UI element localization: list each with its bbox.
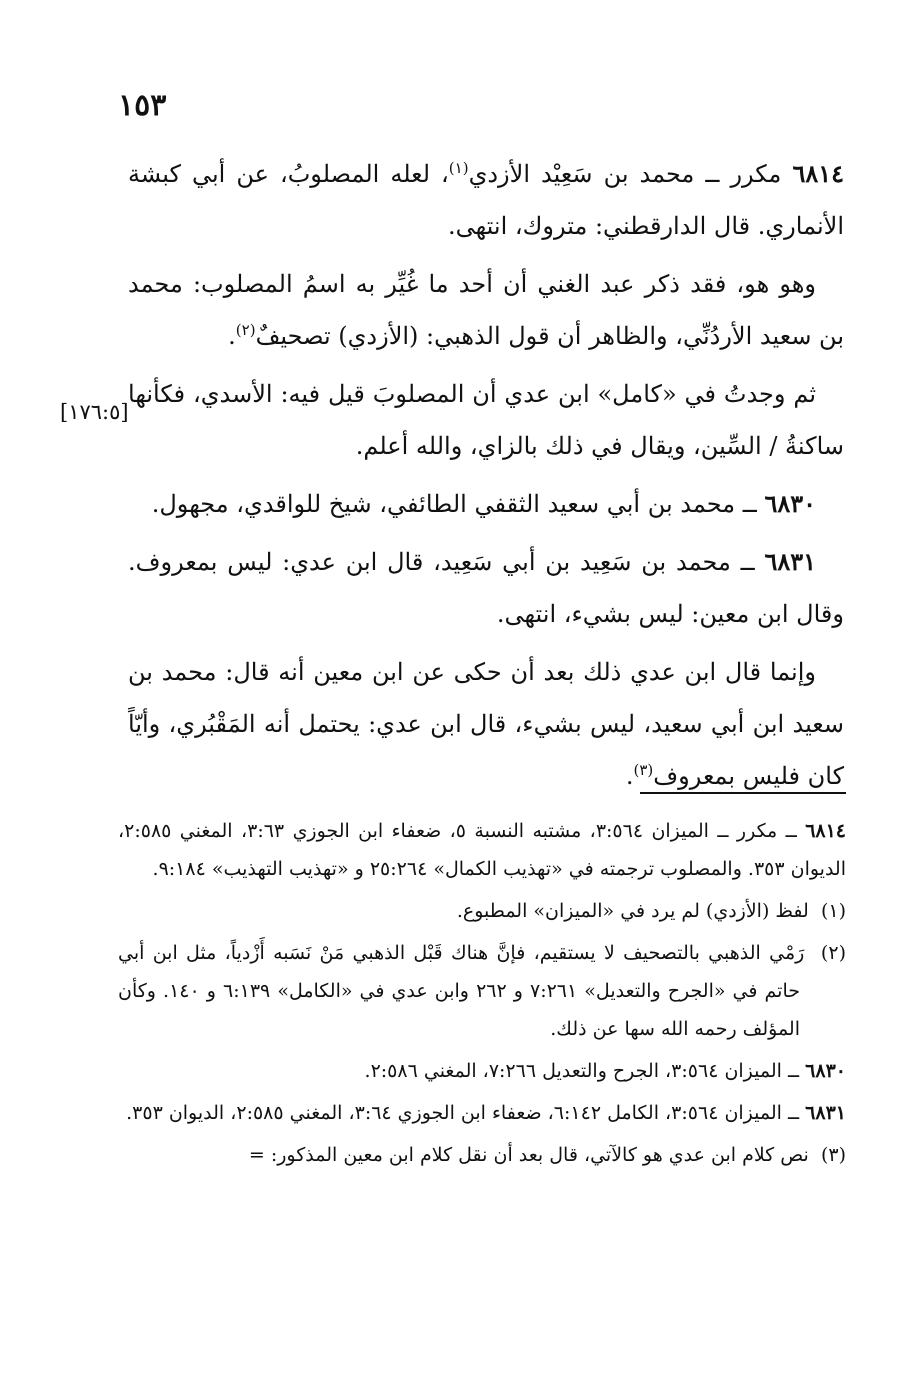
footnote-6830 <box>118 1052 846 1090</box>
footnote-1 <box>118 892 846 930</box>
entry-number: ٦٨١٤ <box>792 159 844 188</box>
footnote-marker: (٣) <box>633 761 654 779</box>
entry-number: ٦٨٣٠ <box>764 489 816 518</box>
entry-6830 <box>128 478 844 530</box>
entry-text: ــ محمد بن أبي سعيد الثقفي الطائفي، شيخ للواقدي، مجهول. <box>151 490 765 518</box>
entry-text-cont: ، لعله المصلوبُ، عن أبي كبشة الأنماري. قال الدارقطني: متروك، انتهى. <box>128 160 844 240</box>
footnote-text: ــ الميزان ٣:٥٦٤، الكامل ٦:١٤٢، ضعفاء ابن الجوزي ٣:٦٤، المغني ٢:٥٨٥، الديوان ٣٥٣. <box>126 1102 806 1124</box>
footnote-text: ــ الميزان ٣:٥٦٤، الجرح والتعديل ٧:٢٦٦، المغني ٢:٥٨٦. <box>364 1060 806 1082</box>
main-text <box>128 148 844 808</box>
paragraph-commentary-1 <box>128 258 844 362</box>
footnote-6814 <box>118 812 846 888</box>
paragraph-text-end: . <box>625 762 634 790</box>
entry-text: مكرر ــ محمد بن سَعِيْد الأزدي <box>468 160 793 188</box>
footnote-6831 <box>118 1094 846 1132</box>
footnote-number: (١) <box>820 900 846 922</box>
entry-text: ــ محمد بن سَعِيد بن أبي سَعِيد، قال ابن عدي: ليس بمعروف. وقال ابن معين: ليس بشيء، انتهى. <box>128 548 844 628</box>
paragraph-commentary-3 <box>128 646 844 802</box>
footnote-text: رَمْي الذهبي بالتصحيف لا يستقيم، فإنَّ هناك قَبْل الذهبي مَنْ نَسَبه أَزْدياً، مثل ابن أبي حاتم في «الجرح والتعديل» ٧:٢٦١ و ٢٦٢ وابن عدي في «الكامل» ٦:١٣٩ و ١٤٠. وكأن المؤلف رحمه الله سها عن ذلك. <box>118 942 805 1040</box>
footnote-2 <box>118 934 846 1048</box>
paragraph-text-end: . <box>228 322 236 350</box>
footnotes <box>118 812 846 1178</box>
footnote-text: نص كلام ابن عدي هو كالآتي، قال بعد أن نقل كلام ابن معين المذكور: = <box>248 1144 809 1166</box>
footnote-text: لفظ (الأزدي) لم يرد في «الميزان» المطبوع. <box>456 900 809 922</box>
footnote-entry-number: ٦٨٣١ <box>805 1102 846 1124</box>
footnote-entry-number: ٦٨٣٠ <box>805 1060 846 1082</box>
margin-reference: [١٧٦:٥] <box>60 400 129 424</box>
page-number: ١٥٣ <box>118 88 167 123</box>
entry-6814 <box>128 148 844 252</box>
footnote-entry-number: ٦٨١٤ <box>805 820 847 842</box>
paragraph-text: وهو هو، فقد ذكر عبد الغني أن أحد ما غُيِّر به اسمُ المصلوب: محمد بن سعيد الأردُنِّي، والظاهر أن قول الذهبي: (الأزدي) تصحيفٌ <box>128 270 844 350</box>
footnote-3 <box>118 1136 846 1174</box>
footnote-number: (٣) <box>820 1144 846 1166</box>
footnote-marker: (١) <box>448 159 469 177</box>
footnote-separator <box>640 792 846 794</box>
paragraph-commentary-2: ثم وجدتُ في «كامل» ابن عدي أن المصلوبَ قيل فيه: الأسدي، فكأنها ساكنةُ / السِّين، ويقال في ذلك بالزاي، والله أعلم. <box>128 380 844 460</box>
footnote-text: ــ مكرر ــ الميزان ٣:٥٦٤، مشتبه النسبة ٥، ضعفاء ابن الجوزي ٣:٦٣، المغني ٢:٥٨٥، الديوان ٣٥٣. والمصلوب ترجمته في «تهذيب الكمال» ٢٥:٢٦٤ و «تهذيب التهذيب» ٩:١٨٤. <box>118 820 846 880</box>
entry-number: ٦٨٣١ <box>764 547 816 576</box>
paragraph-text: وإنما قال ابن عدي ذلك بعد أن حكى عن ابن معين أنه قال: محمد بن سعيد ابن أبي سعيد، ليس بشيء، قال ابن عدي: يحتمل أنه المَقْبُري، وأيّاً كان فليس بمعروف <box>128 658 844 790</box>
footnote-marker: (٢) <box>235 321 256 339</box>
entry-6831 <box>128 536 844 640</box>
footnote-number: (٢) <box>820 942 846 964</box>
